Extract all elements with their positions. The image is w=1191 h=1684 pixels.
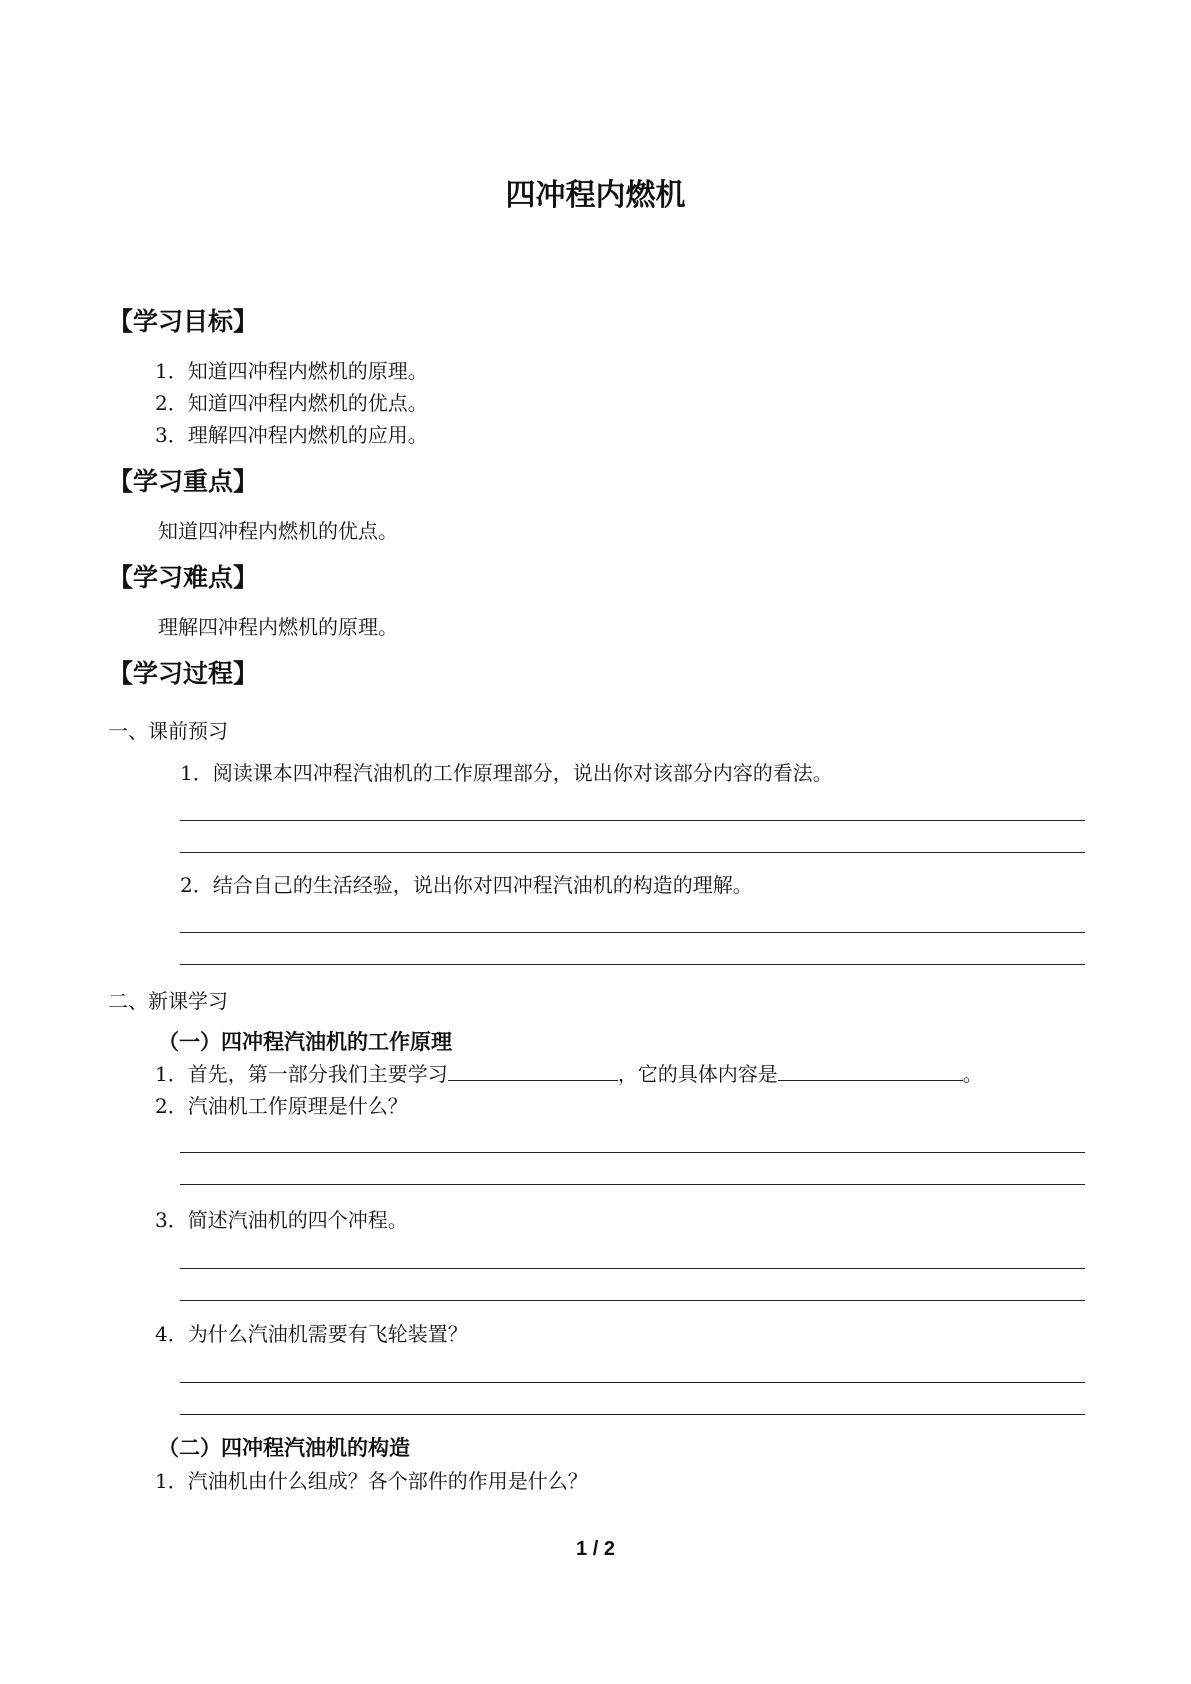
objective-item-3: 3．理解四冲程内燃机的应用。 xyxy=(155,423,428,447)
answer-line xyxy=(180,1184,1085,1185)
process-heading: 【学习过程】 xyxy=(108,659,259,688)
answer-line xyxy=(180,932,1085,933)
answer-line xyxy=(180,1300,1085,1301)
answer-line xyxy=(180,852,1085,853)
answer-line xyxy=(180,1268,1085,1269)
question-1-text-a: 1．首先，第一部分我们主要学习 xyxy=(155,1062,448,1086)
part1-question-2: 2．汽油机工作原理是什么？ xyxy=(155,1094,408,1118)
answer-line xyxy=(180,1152,1085,1153)
key-points-text: 知道四冲程内燃机的优点。 xyxy=(158,519,398,543)
fill-blank-1[interactable] xyxy=(448,1062,618,1081)
page-number: 1 / 2 xyxy=(576,1538,615,1560)
answer-line xyxy=(180,820,1085,821)
part1-question-4: 4．为什么汽油机需要有飞轮装置？ xyxy=(155,1322,468,1346)
key-points-heading: 【学习重点】 xyxy=(108,467,259,496)
question-1-text-b: ，它的具体内容是 xyxy=(617,1062,778,1086)
preview-heading: 一、课前预习 xyxy=(108,719,228,743)
new-lesson-heading: 二、新课学习 xyxy=(108,989,228,1013)
difficulties-heading: 【学习难点】 xyxy=(108,563,259,592)
part1-heading: （一）四冲程汽油机的工作原理 xyxy=(158,1030,452,1054)
preview-question-2: 2．结合自己的生活经验，说出你对四冲程汽油机的构造的理解。 xyxy=(180,873,753,897)
part1-question-1 xyxy=(155,1058,983,1087)
difficulties-text: 理解四冲程内燃机的原理。 xyxy=(158,615,398,639)
objective-item-1: 1．知道四冲程内燃机的原理。 xyxy=(155,359,428,383)
part2-heading: （二）四冲程汽油机的构造 xyxy=(158,1436,410,1460)
page-title: 四冲程内燃机 xyxy=(505,178,686,213)
part2-question-1: 1．汽油机由什么组成？各个部件的作用是什么？ xyxy=(155,1469,588,1493)
objective-item-2: 2．知道四冲程内燃机的优点。 xyxy=(155,391,428,415)
question-1-text-c: 。 xyxy=(962,1062,983,1086)
answer-line xyxy=(180,1414,1085,1415)
answer-line xyxy=(180,964,1085,965)
answer-line xyxy=(180,1382,1085,1383)
objectives-heading: 【学习目标】 xyxy=(108,307,259,336)
preview-question-1: 1．阅读课本四冲程汽油机的工作原理部分，说出你对该部分内容的看法。 xyxy=(180,761,833,785)
fill-blank-2[interactable] xyxy=(778,1062,963,1081)
part1-question-3: 3．简述汽油机的四个冲程。 xyxy=(155,1208,408,1232)
